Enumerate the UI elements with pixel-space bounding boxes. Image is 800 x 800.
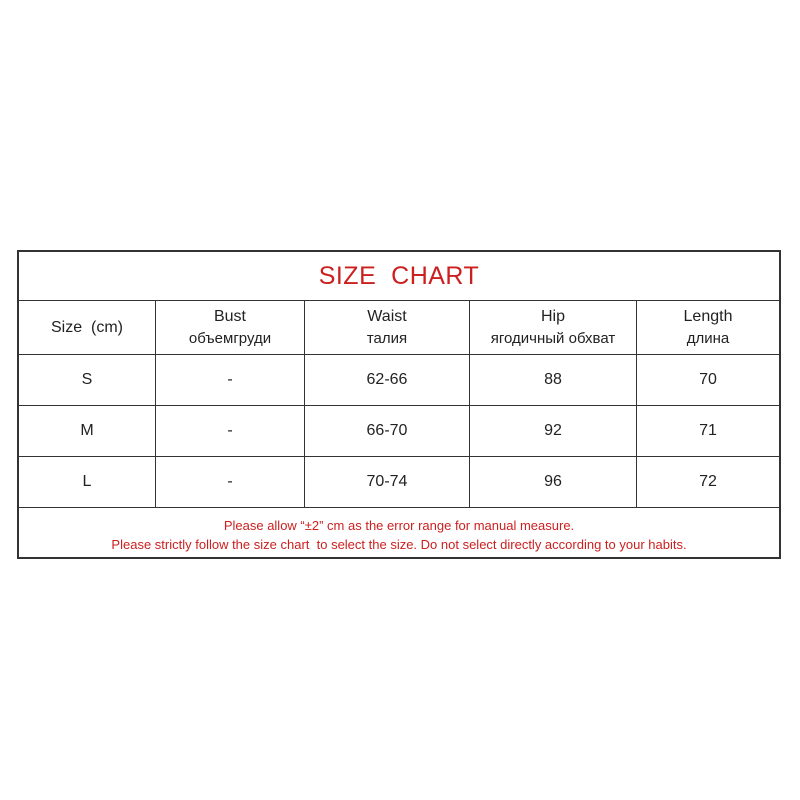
row-m-hip: 92 [470,406,637,457]
note-follow-chart: Please strictly follow the size chart to select the size. Do not select directly according to your habits. [111,536,687,552]
header-cell-length [637,301,779,355]
header-sublabel-waist: талия [366,329,408,347]
notes-section [19,508,779,561]
header-label-bust: Bust [213,307,246,325]
row-m-bust: - [156,406,305,457]
size-chart-table [17,250,781,559]
header-cell-bust [156,301,305,355]
row-m-length: 71 [637,406,779,457]
title-row [19,252,779,301]
row-s-length: 70 [637,355,779,406]
header-label-size: Size (cm) [51,318,123,336]
header-label-length: Length [683,307,733,325]
header-cell-waist [305,301,470,355]
header-label-waist: Waist [367,307,407,325]
header-sublabel-bust: объемгруди [188,329,272,347]
row-l-size: L [19,457,156,508]
header-sublabel-length: длина [686,329,730,347]
row-m-waist: 66-70 [305,406,470,457]
size-grid [19,301,779,508]
header-cell-size [19,301,156,355]
note-error-range: Please allow “±2” cm as the error range for manual measure. [223,517,575,533]
header-sublabel-hip: ягодичный обхват [490,329,616,347]
row-s-hip: 88 [470,355,637,406]
row-l-waist: 70-74 [305,457,470,508]
row-l-length: 72 [637,457,779,508]
row-l-hip: 96 [470,457,637,508]
chart-title: SIZE CHART [318,261,480,290]
row-s-bust: - [156,355,305,406]
row-s-waist: 62-66 [305,355,470,406]
header-cell-hip [470,301,637,355]
row-s-size: S [19,355,156,406]
row-l-bust: - [156,457,305,508]
header-label-hip: Hip [540,307,565,325]
row-m-size: M [19,406,156,457]
